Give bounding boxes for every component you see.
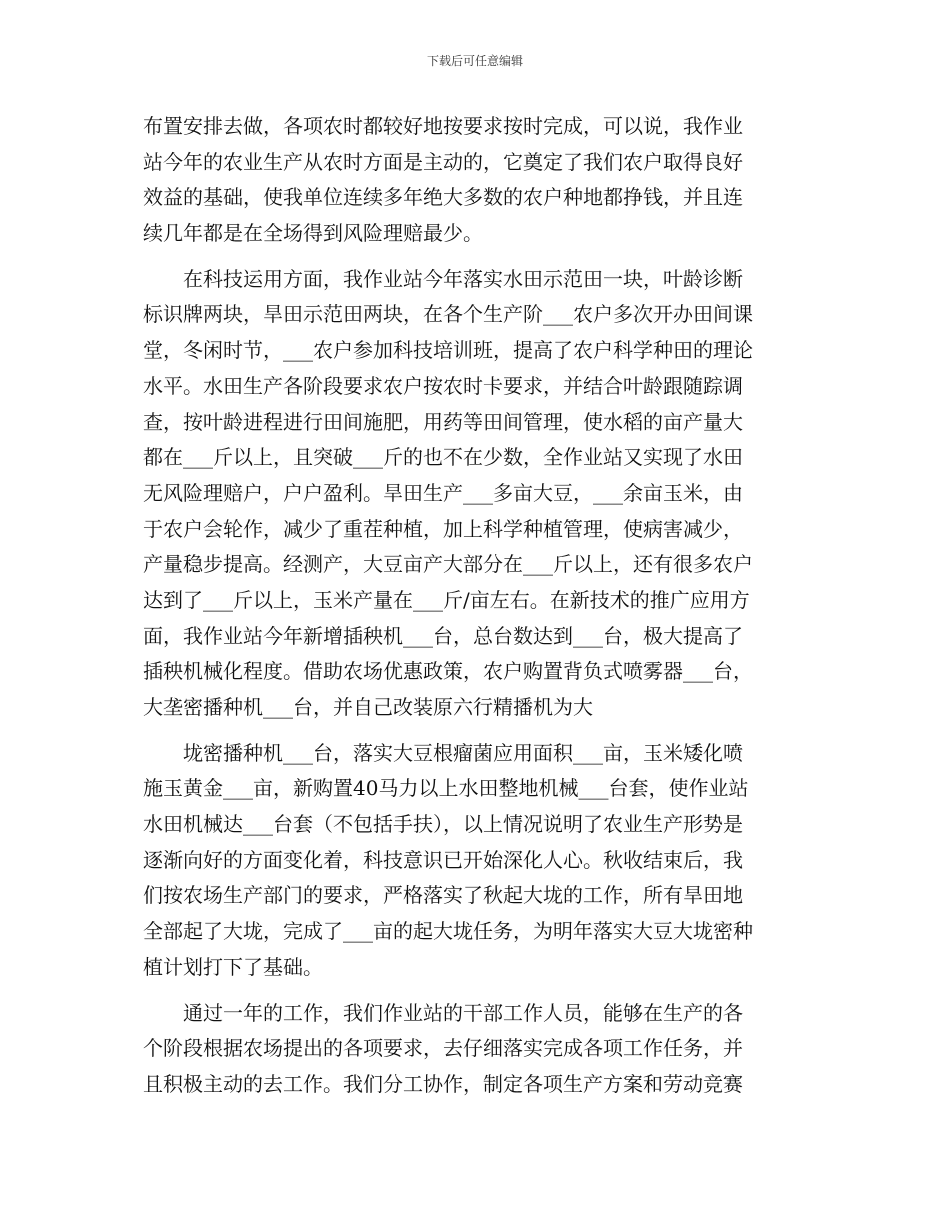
text-line: 查，按叶龄进程进行田间施肥，用药等田间管理，使水稻的亩产量大 <box>143 409 743 434</box>
text-line: 达到了___斤以上，玉米产量在___斤/亩左右。在新技术的推广应用方 <box>143 587 750 612</box>
paragraph-1 <box>143 109 813 252</box>
text-line: 续几年都是在全场得到风险理赔最少。 <box>143 221 483 246</box>
paragraph-3 <box>143 736 813 986</box>
paragraph-2 <box>143 262 813 726</box>
text-line: 且积极主动的去工作。我们分工协作，制定各项生产方案和劳动竞赛 <box>143 1071 743 1096</box>
paragraph-gap <box>143 986 813 996</box>
text-line: 施玉黄金___亩，新购置40马力以上水田整地机械___台套，使作业站 <box>143 776 749 801</box>
text-line: 布置安排去做，各项农时都较好地按要求按时完成，可以说，我作业 <box>143 114 743 138</box>
text-line: 插秧机械化程度。借助农场优惠政策，农户购置背负式喷雾器___台， <box>143 659 753 684</box>
text-line: 水平。水田生产各阶段要求农户按农时卡要求，并结合叶龄跟随踪调 <box>143 373 743 398</box>
text-line: 都在___斤以上，且突破___斤的也不在少数，全作业站又实现了水田 <box>143 445 743 470</box>
text-line: 植计划打下了基础。 <box>143 954 323 979</box>
text-line: 堂，冬闲时节，___农户参加科技培训班，提高了农户科学种田的理论 <box>143 338 753 363</box>
text-line: 于农户会轮作，减少了重茬种植，加上科学种植管理，使病害减少， <box>143 516 743 541</box>
paragraph-gap <box>143 726 813 736</box>
text-line: 无风险理赔户，户户盈利。旱田生产___多亩大豆，___余亩玉米，由 <box>143 480 743 505</box>
text-line: 们按农场生产部门的要求，严格落实了秋起大垅的工作，所有旱田地 <box>143 883 743 908</box>
paragraph-gap <box>143 252 813 262</box>
page-header: 下载后可任意编辑 <box>426 54 523 68</box>
text-line: 个阶段根据农场提出的各项要求，去仔细落实完成各项工作任务，并 <box>143 1036 743 1061</box>
text-line: 面，我作业站今年新增插秧机___台，总台数达到___台，极大提高了 <box>143 623 743 648</box>
text-line: 垅密播种机___台，落实大豆根瘤菌应用面积___亩，玉米矮化喷 <box>143 740 743 765</box>
text-line: 效益的基础，使我单位连续多年绝大多数的农户种地都挣钱，并且连 <box>143 185 743 210</box>
text-line: 在科技运用方面，我作业站今年落实水田示范田一块，叶龄诊断 <box>143 266 743 291</box>
text-line: 水田机械达___台套（不包括手扶），以上情况说明了农业生产形势是 <box>143 812 743 837</box>
paragraph-4 <box>143 996 813 1103</box>
text-line: 标识牌两块，旱田示范田两块，在各个生产阶___农户多次开办田间课 <box>143 302 753 327</box>
text-line: 站今年的农业生产从农时方面是主动的，它奠定了我们农户取得良好 <box>143 149 743 174</box>
text-line: 产量稳步提高。经测产，大豆亩产大部分在___斤以上，还有很多农户 <box>143 552 753 577</box>
document-body <box>143 109 813 1103</box>
text-line: 全部起了大垅，完成了___亩的起大垅任务，为明年落实大豆大垅密种 <box>143 919 753 944</box>
text-line: 通过一年的工作，我们作业站的干部工作人员，能够在生产的各 <box>143 1000 743 1025</box>
text-line: 大垄密播种机___台，并自己改装原六行精播机为大 <box>143 695 593 719</box>
text-line: 逐渐向好的方面变化着，科技意识已开始深化人心。秋收结束后，我 <box>143 847 743 872</box>
